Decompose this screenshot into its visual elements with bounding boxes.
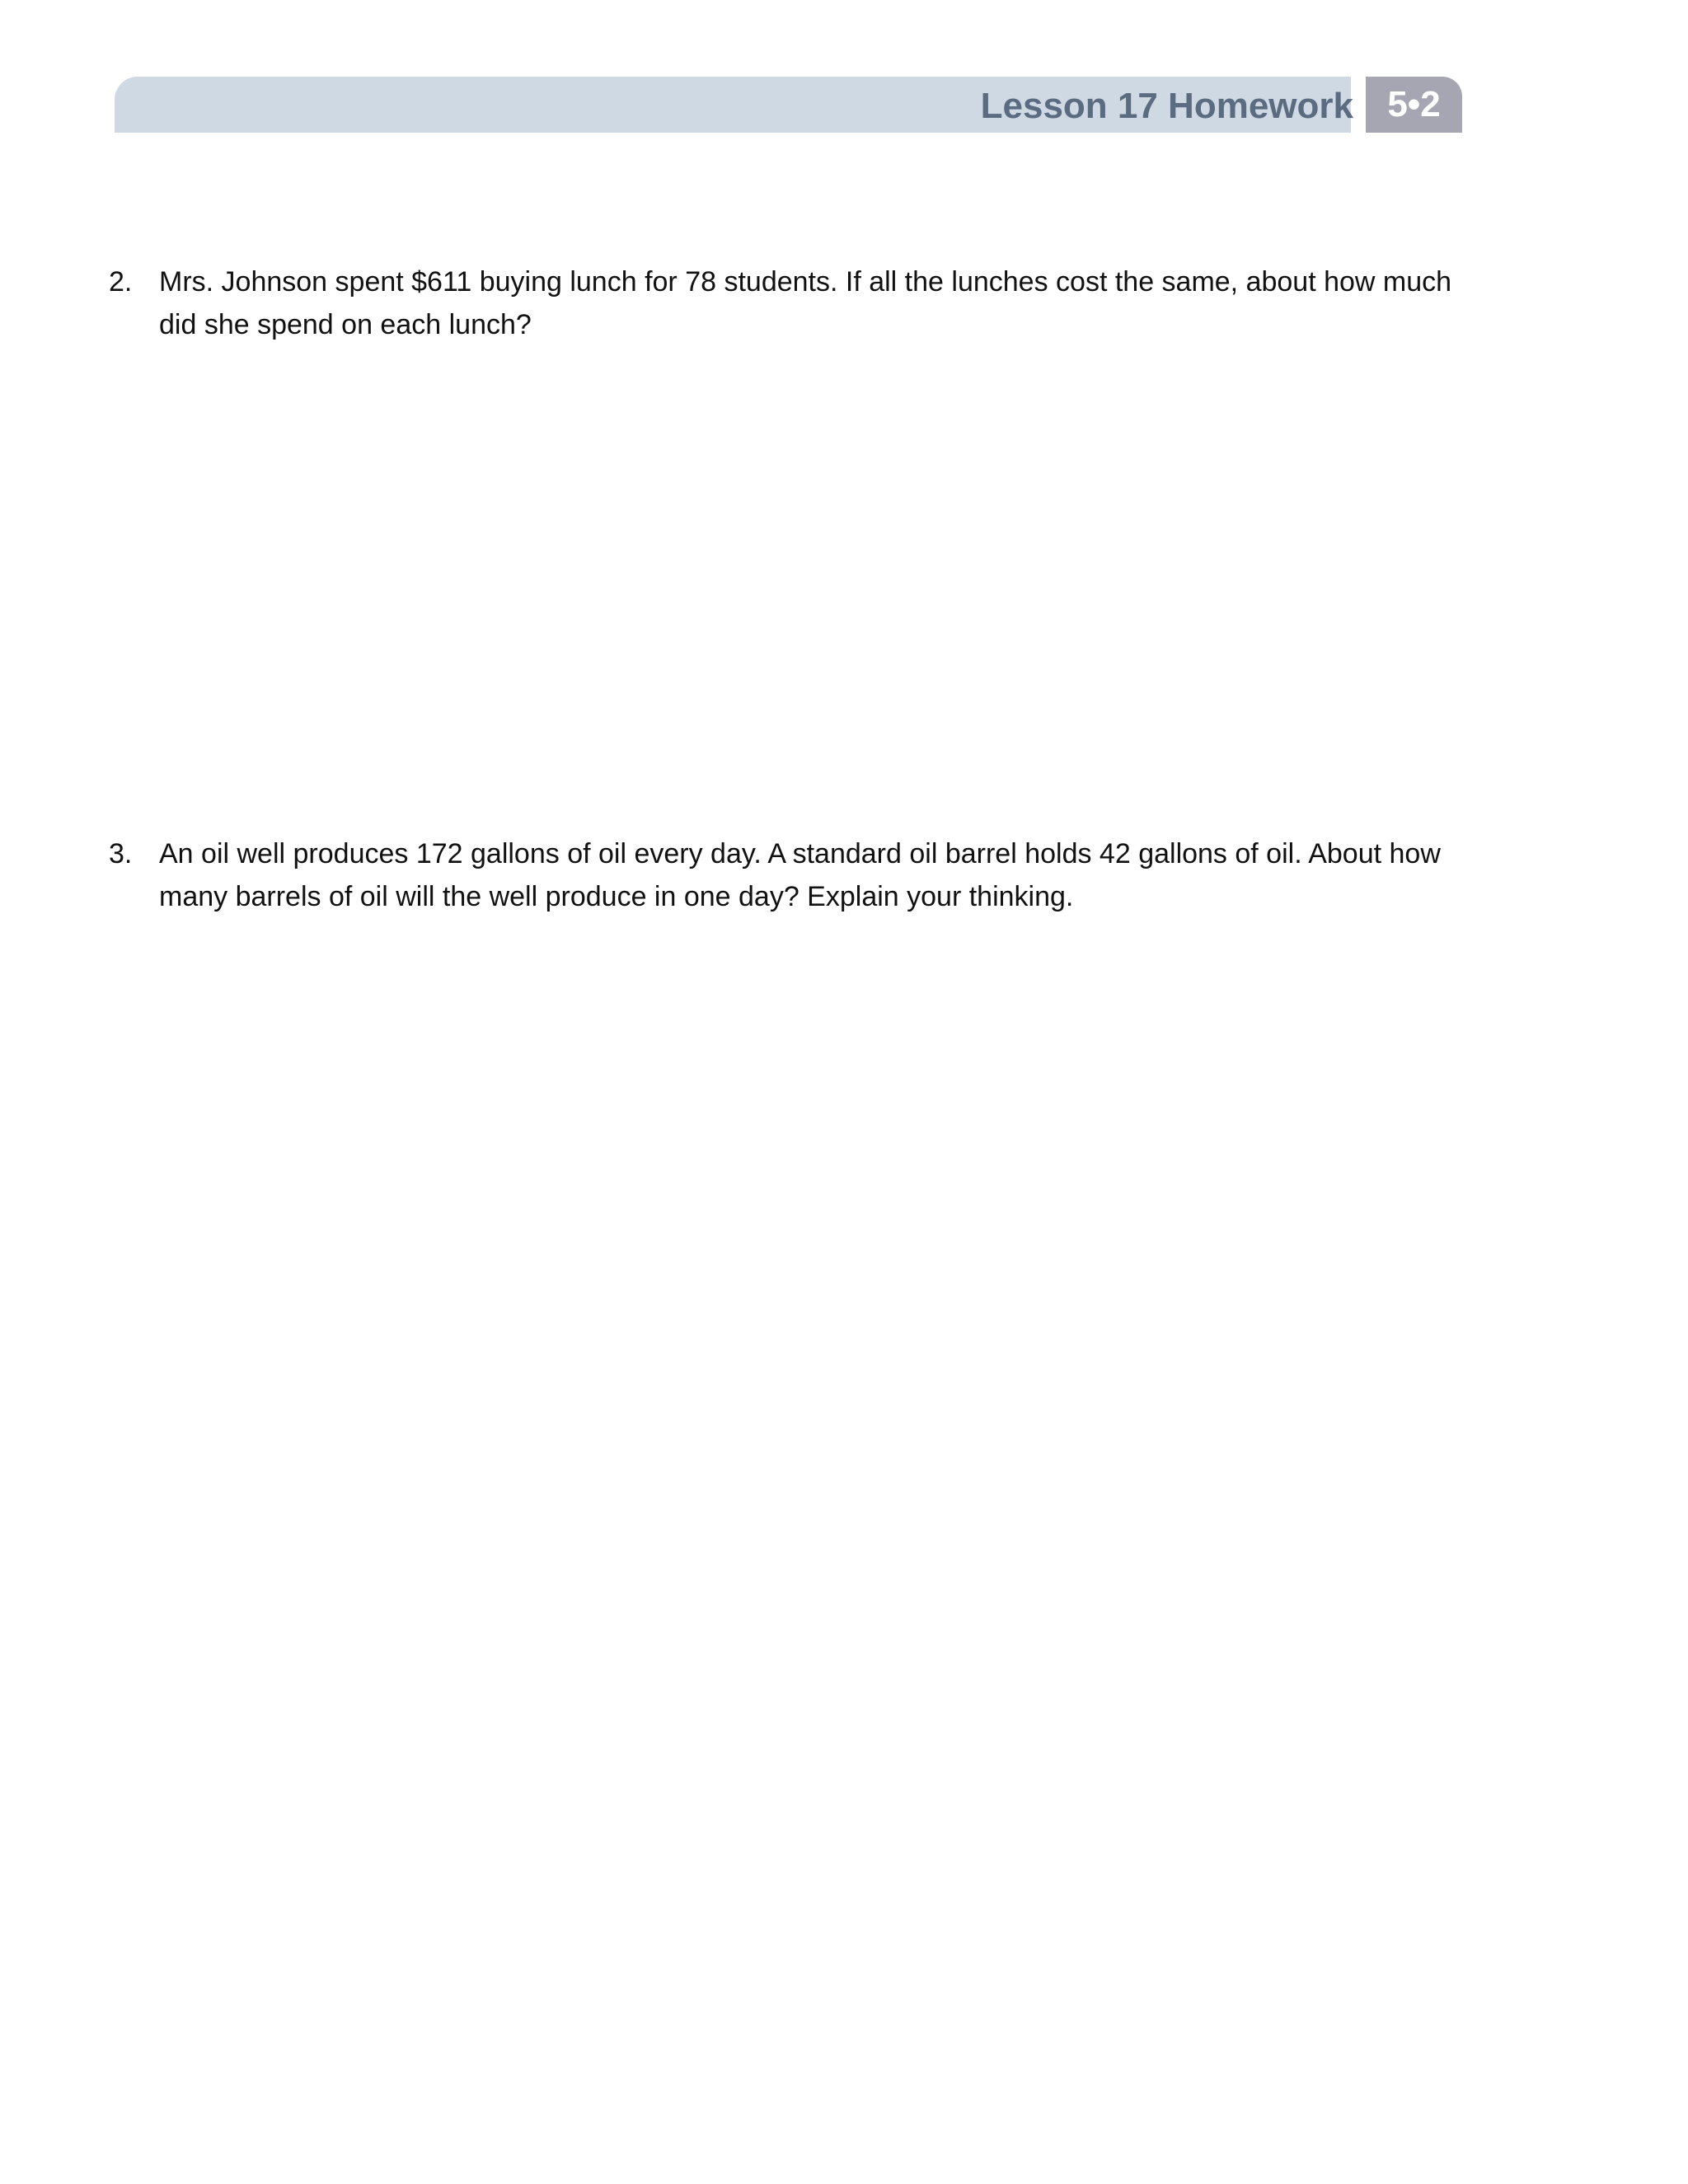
answer-work-space[interactable] [159,927,1445,2081]
problem-number: 2. [109,266,133,298]
problem-text: Mrs. Johnson spent $611 buying lunch for 78 students. If all the lunches cost the same, about how much did she spend on each lunch? [159,266,1452,340]
problem-number: 3. [109,838,133,869]
module-badge: 5•2 [1366,77,1462,133]
answer-work-space[interactable] [159,354,1445,799]
problem-text: An oil well produces 172 gallons of oil every day. A standard oil barrel holds 42 gallons of oil. About how many barrels of oil will the well produce in one day? Explain your thinking. [159,838,1441,912]
lesson-title: Lesson 17 Homework [980,86,1353,126]
